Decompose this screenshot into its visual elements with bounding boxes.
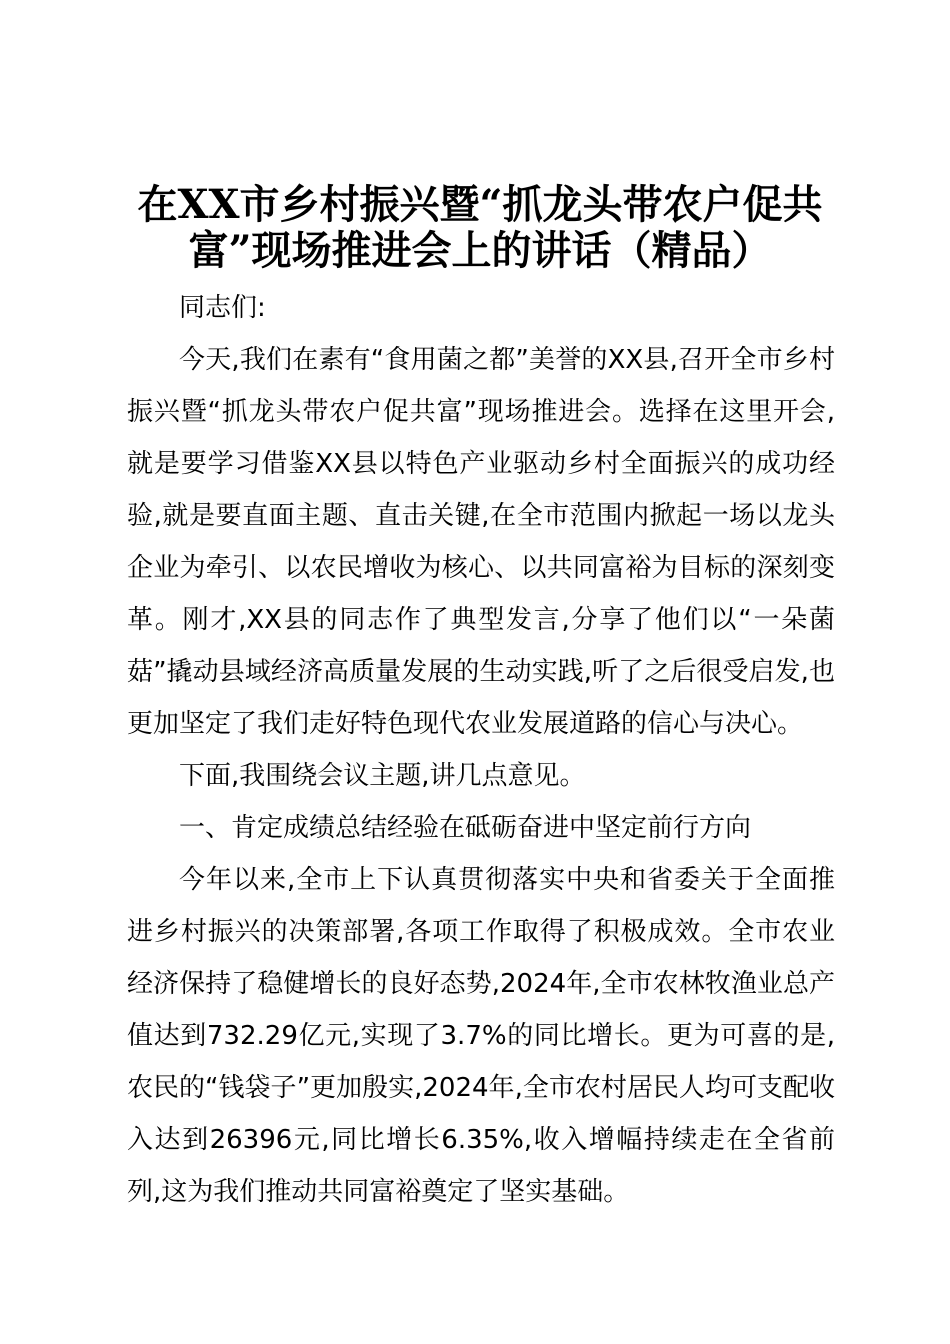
paragraph-opening: 今天,我们在素有“食用菌之都”美誉的XX县,召开全市乡村振兴暨“抓龙头带农户促共富”现场推进会。选择在这里开会,就是要学习借鉴XX县以特色产业驱动乡村全面振兴的成功经验,就是要直面主题、直击关键,在全市范围内掀起一场以龙头企业为牵引、以农民增收为核心、以共同富裕为目标的深刻变革。刚才,XX县的同志作了典型发言,分享了他们以“一朵菌菇”撬动县域经济高质量发展的生动实践,听了之后很受启发,也更加坚定了我们走好特色现代农业发展道路的信心与决心。 — [127, 345, 835, 739]
document-body — [127, 282, 835, 1218]
paragraph-transition: 下面,我围绕会议主题,讲几点意见。 — [179, 761, 586, 791]
document-title: 在XX市乡村振兴暨“抓龙头带农户促共富”现场推进会上的讲话（精品） — [137, 181, 823, 274]
paragraph-achievements: 今年以来,全市上下认真贯彻落实中央和省委关于全面推进乡村振兴的决策部署,各项工作取得了积极成效。全市农业经济保持了稳健增长的良好态势,2024年,全市农林牧渔业总产值达到732.29亿元,实现了3.7%的同比增长。更为可喜的是,农民的“钱袋子”更加殷实,2024年,全市农村居民人均可支配收入达到26396元,同比增长6.35%,收入增幅持续走在全省前列,这为我们推动共同富裕奠定了坚实基础。 — [127, 865, 835, 1207]
section-heading-1: 一、肯定成绩总结经验在砥砺奋进中坚定前行方向 — [179, 813, 752, 843]
salutation: 同志们: — [179, 293, 266, 323]
